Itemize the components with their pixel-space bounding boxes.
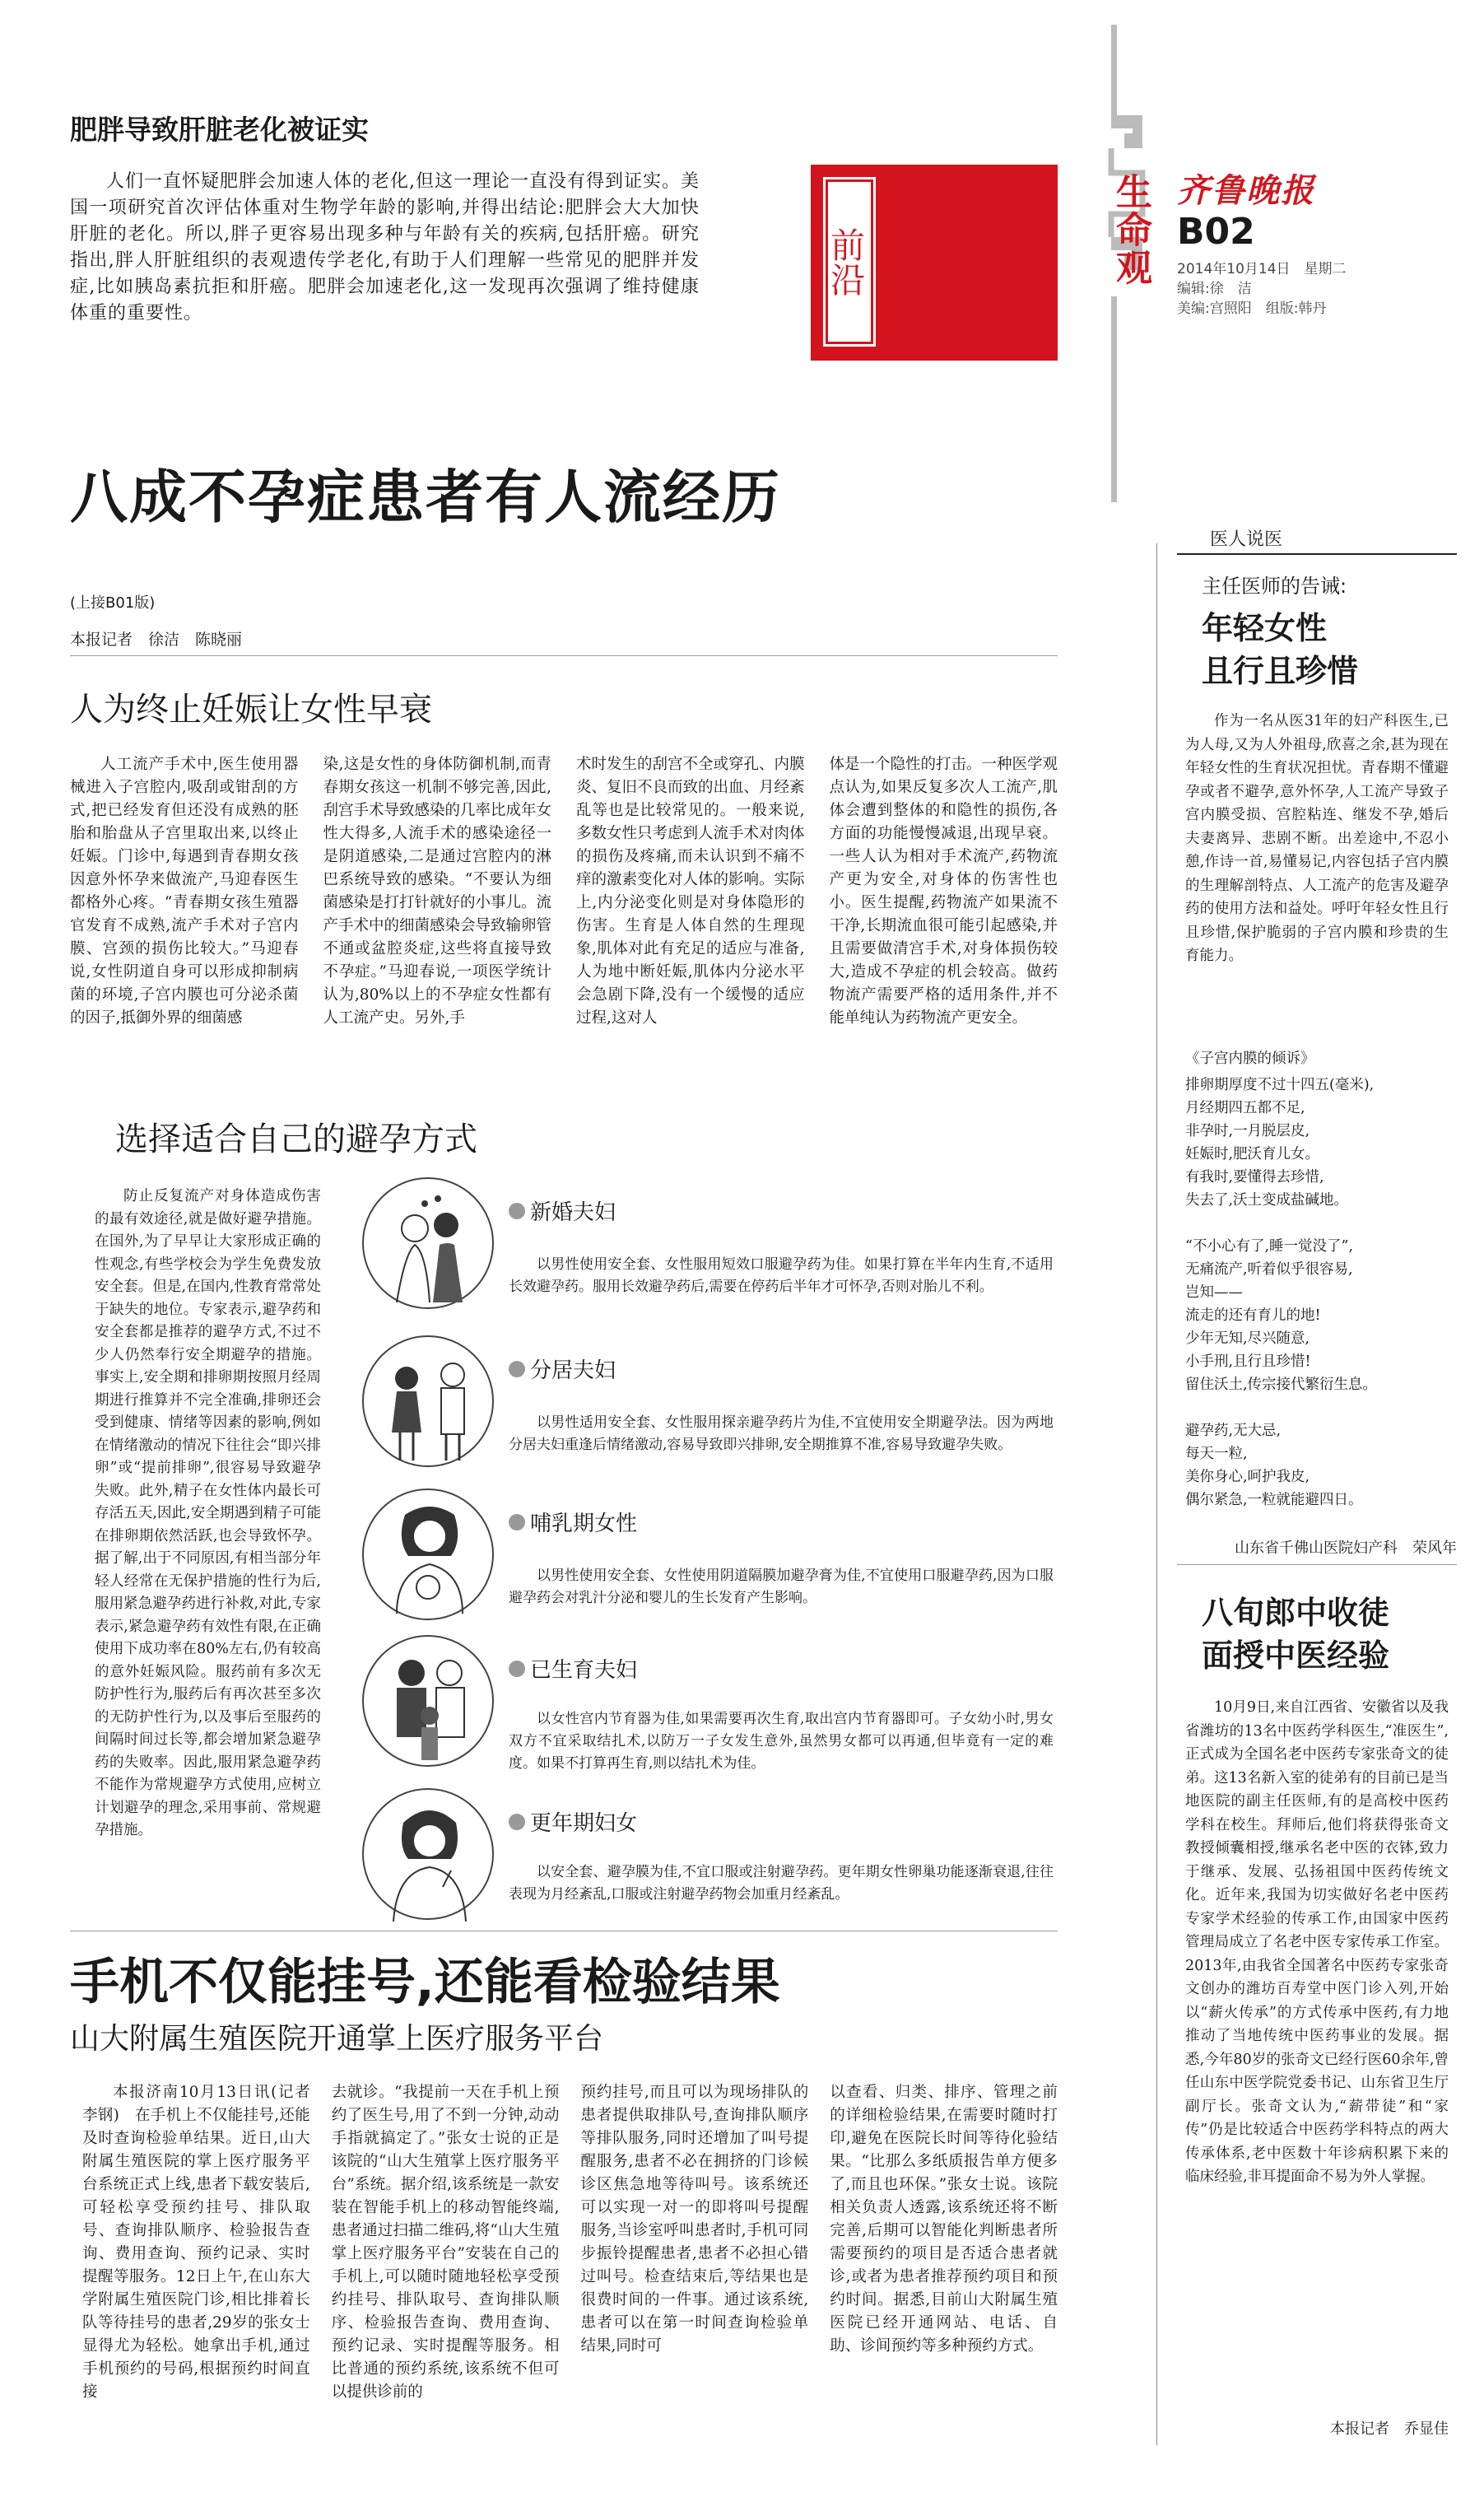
poem-line: 排卵期厚度不过十四五(毫米), bbox=[1185, 1077, 1375, 1093]
separated-couple-illustration-icon bbox=[362, 1335, 494, 1467]
family-illustration-icon bbox=[362, 1635, 494, 1767]
bullet-dot-icon bbox=[509, 1203, 525, 1219]
bullet-dot-icon bbox=[509, 1661, 525, 1677]
poem-line: 失去了,沃土变成盐碱地。 bbox=[1185, 1192, 1349, 1209]
sub1-columns bbox=[70, 753, 1058, 1097]
byline-rule bbox=[70, 655, 1058, 656]
newlyweds-title bbox=[509, 1195, 1054, 1226]
top-story-body bbox=[70, 169, 700, 327]
sidebar-top-rule bbox=[1177, 553, 1457, 555]
breastfeeding-text: 以男性使用安全套、女性使用阴道隔膜加避孕膏为佳,不宜使用口服避孕药,因为口服避孕药会对乳汁分泌和婴儿的生长发育产生影响。 bbox=[509, 1568, 1054, 1606]
sidebar-kicker: 主任医师的告诫: bbox=[1202, 575, 1347, 598]
separated-title bbox=[509, 1353, 1054, 1384]
sidebar-divider bbox=[1156, 543, 1157, 2445]
sidebar-headline-4: 面授中医经验 bbox=[1202, 1638, 1390, 1674]
poem-author: 山东省千佛山医院妇产科 荣风年 bbox=[1235, 1540, 1457, 1557]
menopause-title bbox=[509, 1806, 1054, 1837]
sidebar-headline-1: 年轻女性 bbox=[1202, 610, 1328, 646]
poem-line: 少年无知,尽兴随意, bbox=[1185, 1330, 1310, 1347]
sidebar-story-2-text: 10月9日,来自江西省、安徽省以及我省潍坊的13名中医药学科医生,“准医生”,正式成为全国名老中医药专家张奇文的徒弟。这13名新入室的徒弟有的目前已是当地医院的副主任医师,有的是高校中医药学科在校生。拜师后,他们将获得张奇文教授倾囊相授,继承名老中医的衣钵,致力于继承、发展、弘扬祖国中医药传统文化。近年来,我国为切实做好名老中医药专家学术经验的传承工作,由国家中医药管理局成立了名老中医专家传承工作室。2013年,由我省全国著名中医药专家张奇文创办的潍坊百寿堂中医门诊入列,开始以“薪火传承”的方式传承中医药,有力地推动了当地传统中医药事业的发展。据悉,今年80岁的张奇文已经行医60余年,曾任山东中医学院党委书记、山东省卫生厅副厅长。张奇文认为,“薪带徒”和“家传”仍是比较适合中医药学科特点的两大传承体系,老中医数十年诊病积累下来的临床经验,非耳提面命不易为外人掌握。 bbox=[1185, 1699, 1449, 2185]
poem-line: 留住沃土,传宗接代繁衍生息。 bbox=[1185, 1377, 1378, 1393]
frontier-badge bbox=[811, 165, 1058, 361]
poem-line: 无痛流产,听着似乎很容易, bbox=[1185, 1261, 1353, 1278]
sidebar-intro-text: 作为一名从医31年的妇产科医生,已为人母,又为人外祖母,欣喜之余,甚为现在年轻女性的生育状况担忧。青春期不懂避孕或者不避孕,意外怀孕,人工流产导致子宫内膜受损、宫腔粘连、继发不孕,婚后夫妻离异、悲剧不断。出差途中,不忍小憩,作诗一首,易懂易记,内容包括子宫内膜的生理解剖特点、人工流产的危害及避孕药的使用方法和益处。呼吁年轻女性且行且珍惜,保护脆弱的子宫内膜和珍贵的生育能力。 bbox=[1185, 713, 1449, 964]
phone-headline: 手机不仅能挂号,还能看检验结果 bbox=[70, 1954, 780, 2011]
sidebar-column-name: 医人说医 bbox=[1210, 529, 1283, 550]
poem-line: 偶尔紧急,一粒就能避四日。 bbox=[1185, 1492, 1363, 1508]
phone-col-1: 本报济南10月13日讯(记者 李钢) 在手机上不仅能挂号,还能及时查询检验单结果。近日,山大附属生殖医院的掌上医疗服务平台系统正式上线,患者下载安装后,可轻松享受预约挂号、排队取号、查询排队顺序、检验报告查询、费用查询、预约记录、实时提醒等服务。12日上午,在山东大学附属生殖医院门诊,相比排着长队等待挂号的患者,29岁的张女士显得尤为轻松。她拿出手机,通过手机预约的号码,根据预约时间直接 bbox=[82, 2084, 326, 2401]
poem-line: 妊娠时,肥沃育儿女。 bbox=[1185, 1146, 1320, 1162]
issue-date: 2014年10月14日 星期二 bbox=[1177, 261, 1347, 277]
frontier-badge-label: 前沿 bbox=[826, 179, 873, 344]
poem-line: 每天一粒, bbox=[1185, 1446, 1248, 1462]
category-separated bbox=[362, 1335, 1054, 1467]
poem-title: 《子宫内膜的倾诉》 bbox=[1185, 1051, 1315, 1067]
menopause-text: 以安全套、避孕膜为佳,不宜口服或注射避孕药。更年期女性卵巢功能逐渐衰退,往往表现为月经紊乱,口服或注射避孕药物会加重月经紊乱。 bbox=[509, 1864, 1054, 1903]
phone-subhead: 山大附属生殖医院开通掌上医疗服务平台 bbox=[70, 2022, 604, 2056]
poem-line: 非孕时,一月脱层皮, bbox=[1185, 1123, 1310, 1139]
poem-line: 流走的还有育儿的地! bbox=[1185, 1307, 1321, 1324]
main-headline: 八成不孕症患者有人流经历 bbox=[70, 464, 781, 531]
poem-line: 月经期四五都不足, bbox=[1185, 1100, 1305, 1116]
section-title: 生命观 bbox=[1110, 173, 1151, 287]
menopause-woman-illustration-icon bbox=[362, 1788, 494, 1920]
poem-line: 避孕药,无大忌, bbox=[1185, 1423, 1282, 1439]
category-parents bbox=[362, 1635, 1054, 1775]
newlyweds-text: 以男性使用安全套、女性服用短效口服避孕药为佳。如果打算在半年内生育,不适用长效避孕药。服用长效避孕药后,需要在停药后半年才可怀孕,否则对胎儿不利。 bbox=[509, 1256, 1054, 1295]
subhead-early-aging: 人为终止妊娠让女性早衰 bbox=[70, 691, 432, 729]
parents-title-text: 已生育夫妇 bbox=[530, 1658, 638, 1683]
sidebar-headline-2: 且行且珍惜 bbox=[1202, 653, 1359, 689]
category-newlyweds bbox=[362, 1177, 1054, 1309]
subhead-contraception: 选择适合自己的避孕方式 bbox=[115, 1120, 477, 1158]
sidebar-headline-3: 八旬郎中收徒 bbox=[1202, 1595, 1390, 1631]
sub1-col-4: 体是一个隐性的打击。一种医学观点认为,如果反复多次人工流产,肌体会遭到整体的和隐性的损伤,各方面的功能慢慢减退,出现早衰。一些人认为相对手术流产,药物流产更为安全,对身体的伤害性也小。医生提醒,药物流产如果流不干净,长期流血很可能引起感染,并且需要做清宫手术,对身体损伤较大,造成不孕症的机会较高。做药物流产需要严格的适用条件,并不能单纯认为药物流产更安全。 bbox=[829, 756, 1058, 1027]
sub2-text: 防止反复流产对身体造成伤害的最有效途径,就是做好避孕措施。在国外,为了早早让大家形成正确的性观念,有些学校会为学生免费发放安全套。但是,在国内,性教育常常处于缺失的地位。专家表示,避孕药和安全套都是推荐的避孕方式,不过不少人仍然奉行安全期避孕的措施。事实上,安全期和排卵期按照月经周期进行推算并不完全准确,排卵还会受到健康、情绪等因素的影响,例如在情绪激动的情况下往往会“即兴排卵”或“提前排卵”,很容易导致避孕失败。此外,精子在女性体内最长可存活五天,因此,安全期遇到精子可能在排卵期依然活跃,也会导致怀孕。据了解,出于不同原因,有相当部分年轻人经常在无保护措施的性行为后,服用紧急避孕药进行补救,对此,专家表示,紧急避孕药有效性有限,在正确使用下成功率在80%左右,仍有较高的意外妊娠风险。服药前有多次无防护性行为,服药后有再次甚至多次的无防护性行为,以及事后至服药的间隔时间过长等,都会增加紧急避孕药的失败率。因此,服用紧急避孕药不能作为常规避孕方式使用,应树立计划避孕的理念,采用事前、常规避孕措施。 bbox=[95, 1188, 321, 1838]
sub1-col-2: 染,这是女性的身体防御机制,而青春期女孩这一机制不够完善,因此,刮宫手术导致感染的几率比成年女性大得多,人流手术的感染途径一是阴道感染,二是通过宫腔内的淋巴系统导致的感染。“不要认为细菌感染是打打针就好的小事儿。流产手术中的细菌感染会导致输卵管不通或盆腔炎症,这些将直接导致不孕症。”马迎春说,一项医学统计认为,80%以上的不孕症女性都有人工流产史。另外,手 bbox=[323, 756, 552, 1027]
top-story-text: 人们一直怀疑肥胖会加速人体的老化,但这一理论一直没有得到证实。美国一项研究首次评估体重对生物学年龄的影响,并得出结论:肥胖会大大加快肝脏的老化。所以,胖子更容易出现多种与年龄有关的疾病,包括肝癌。研究指出,胖人肝脏组织的表观遗传学老化,有助于人们理解一些常见的肥胖并发症,比如胰岛素抗拒和肝癌。肥胖会加速老化,这一发现再次强调了维持健康体重的重要性。 bbox=[70, 171, 700, 324]
poem-line: “不小心有了,睡一觉没了”, bbox=[1185, 1238, 1354, 1255]
phone-columns bbox=[82, 2081, 1058, 2468]
sub1-col-3: 术时发生的刮宫不全或穿孔、内膜炎、复旧不良而致的出血、月经紊乱等也是比较常见的。一般来说,多数女性只考虑到人流手术对肉体的损伤及疼痛,而未认识到不痛不痒的激素变化对人体的影响。实际上,内分泌变化则是对身体隐形的伤害。生育是人体自然的生理现象,肌体对此有充足的适应与准备,人为地中断妊娠,肌体内分泌水平会急剧下降,没有一个缓慢的适应过程,这对人 bbox=[576, 756, 805, 1027]
sub2-left-column bbox=[95, 1186, 321, 1910]
paper-name-logo: 齐鲁晚报 bbox=[1177, 171, 1315, 210]
parents-text: 以女性宫内节育器为佳,如果需要再次生育,取出宫内节育器即可。子女幼小时,男女双方不宜采取结扎术,以防万一子女发生意外,虽然男女都可以再通,但毕竟有一定的难度。如果不打算再生育,则以结扎术为佳。 bbox=[509, 1711, 1054, 1772]
phone-col-3: 预约挂号,而且可以为现场排队的患者提供取排队号,查询排队顺序等排队服务,同时还增加了叫号提醒服务,患者不必在拥挤的门诊候诊区焦急地等待叫号。该系统还可以实现一对一的即将叫号提醒服务,当诊室呼叫患者时,手机可同步振铃提醒患者,患者不必担心错过叫号。检查结束后,等结果也是很费时间的一件事。通过该系统,患者可以在第一时间查询检验单结果,同时可 bbox=[580, 2084, 809, 2355]
continued-note: (上接B01版) bbox=[70, 594, 156, 612]
phone-col-4: 以查看、归类、排序、管理之前的详细检验结果,在需要时随时打印,避免在医院长时间等待化验结果。“比那么多纸质报告单方便多了,而且也环保。”张女士说。该院相关负责人透露,该系统还将不断完善,后期可以智能化判断患者所需要预约的项目是否适合患者就诊,或者为患者推荐预约项目和预约时间。据悉,目前山大附属生殖医院已经开通网站、电话、自助、诊间预约等多种预约方式。 bbox=[830, 2084, 1058, 2355]
mother-baby-illustration-icon bbox=[362, 1488, 494, 1620]
parents-title bbox=[509, 1653, 1054, 1684]
sidebar-intro bbox=[1185, 710, 1449, 1039]
poem-line: 有我时,要懂得去珍惜, bbox=[1185, 1169, 1324, 1186]
bullet-dot-icon bbox=[509, 1361, 525, 1377]
poem-line: 美你身心,呵护我皮, bbox=[1185, 1469, 1310, 1485]
category-breastfeeding bbox=[362, 1488, 1054, 1620]
category-menopause bbox=[362, 1788, 1054, 1920]
poem bbox=[1185, 1047, 1449, 1512]
top-story-headline: 肥胖导致肝脏老化被证实 bbox=[70, 114, 369, 146]
editor-credit: 编辑:徐 洁 bbox=[1177, 281, 1252, 297]
byline: 本报记者 徐洁 陈晓丽 bbox=[70, 631, 243, 649]
separated-title-text: 分居夫妇 bbox=[530, 1358, 616, 1383]
bullet-dot-icon bbox=[509, 1514, 525, 1530]
breastfeeding-title-text: 哺乳期女性 bbox=[530, 1512, 638, 1536]
poem-line: 小手刑,且行且珍惜! bbox=[1185, 1353, 1311, 1370]
separated-text: 以男性适用安全套、女性服用探亲避孕药片为佳,不宜使用安全期避孕法。因为两地分居夫妇重逢后情绪激动,容易导致即兴排卵,安全期推算不准,容易导致避孕失败。 bbox=[509, 1414, 1054, 1453]
newlyweds-title-text: 新婚夫妇 bbox=[530, 1200, 616, 1225]
sidebar-mid-rule bbox=[1177, 1564, 1457, 1565]
sub1-col-1: 人工流产手术中,医生使用器械进入子宫腔内,吸刮或钳刮的方式,把已经发育但还没有成熟的胚胎和胎盘从子宫里取出来,以终止妊娠。门诊中,每遇到青春期女孩因意外怀孕来做流产,马迎春医生都格外心疼。“青春期女孩生殖器官发育不成熟,流产手术对子宫内膜、宫颈的损伤比较大。”马迎春说,女性阴道自身可以形成抑制病菌的环境,子宫内膜也可分泌杀菌的因子,抵御外界的细菌感 bbox=[70, 756, 299, 1027]
designer-credit: 美编:宫照阳 组版:韩丹 bbox=[1177, 300, 1327, 317]
sidebar-story-2 bbox=[1185, 1696, 1449, 2404]
phone-col-2: 去就诊。“我提前一天在手机上预约了医生号,用了不到一分钟,动动手指就搞定了。”张女士说的正是该院的“山大生殖掌上医疗服务平台”系统。据介绍,该系统是一款安装在智能手机上的移动智能终端,患者通过扫描二维码,将“山大生殖掌上医疗服务平台”安装在自己的手机上,可以随时随地轻松享受预约挂号、排队取号、查询排队顺序、检验报告查询、费用查询、预约记录、实时提醒等服务。相比普通的预约系统,该系统不但可以提供诊前的 bbox=[331, 2084, 560, 2401]
poem-line: 岂知—— bbox=[1185, 1284, 1243, 1301]
bullet-dot-icon bbox=[509, 1814, 525, 1830]
sidebar-reporter: 本报记者 乔显佳 bbox=[1330, 2420, 1449, 2438]
breastfeeding-title bbox=[509, 1507, 1054, 1537]
page-number: B02 bbox=[1177, 211, 1255, 253]
menopause-title-text: 更年期妇女 bbox=[530, 1811, 638, 1836]
newlyweds-illustration-icon bbox=[362, 1177, 494, 1309]
